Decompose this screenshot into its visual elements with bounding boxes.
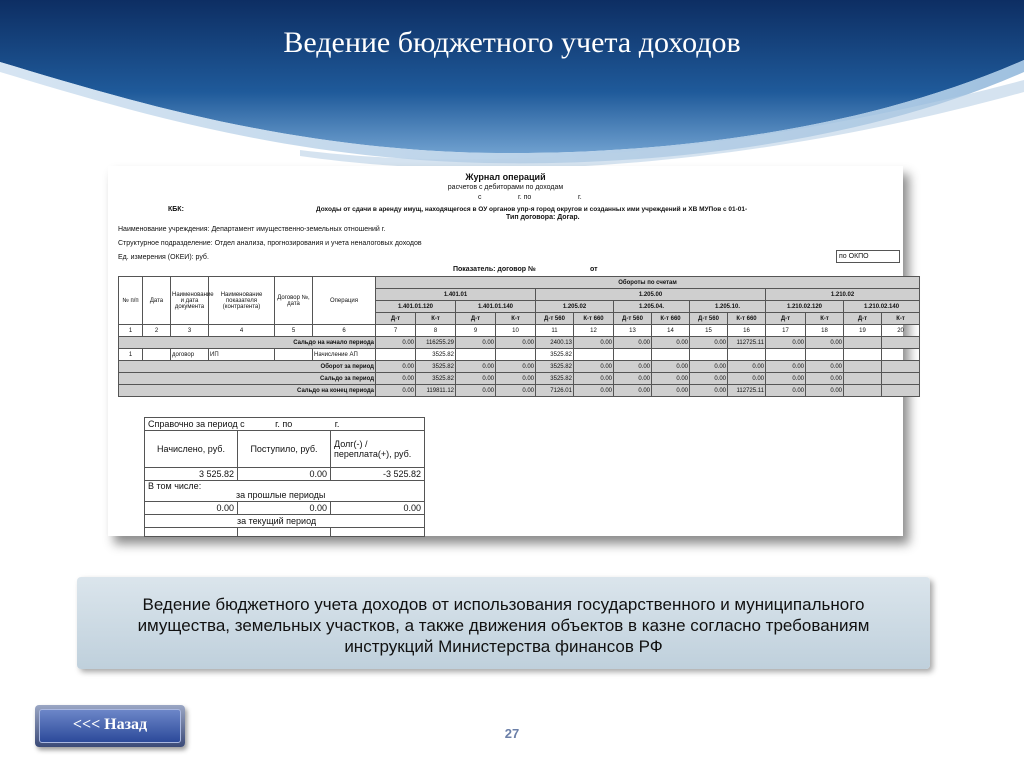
back-button-label[interactable]: <<< Назад (39, 709, 181, 743)
col-number: 9 (456, 325, 496, 337)
dk-header: К-т (496, 313, 536, 325)
summary-accrued-value: 3 525.82 (145, 468, 238, 481)
cell-value: 0.00 (728, 361, 766, 373)
cell-value: 0.00 (614, 337, 652, 349)
cell-value: 0.00 (690, 385, 728, 397)
sub-account: 1.401.01.120 (376, 301, 456, 313)
summary-title-mid: г. по (275, 419, 293, 429)
dk-header: Д-т (456, 313, 496, 325)
cell-value: 0.00 (614, 373, 652, 385)
cell-value: 0.00 (456, 361, 496, 373)
cell-value: 0.00 (574, 385, 614, 397)
col-number: 6 (313, 325, 376, 337)
col-number: 14 (652, 325, 690, 337)
cell-value: 0.00 (456, 373, 496, 385)
journal-heading: Журнал операций (465, 172, 546, 182)
dk-header: К-т 660 (728, 313, 766, 325)
cell-value: 3525.82 (416, 373, 456, 385)
summary-current-label: за текущий период (145, 515, 425, 528)
cell-value: 0.00 (806, 361, 844, 373)
cell-value: 3525.82 (536, 361, 574, 373)
row-operation: Начисление АП (313, 349, 376, 361)
turnover-header: Обороты по счетам (376, 277, 920, 289)
summary-including-row (145, 481, 425, 502)
summary-title-end: г. (334, 419, 340, 429)
column-numbers-row (119, 325, 920, 337)
slide-header (0, 0, 1024, 170)
description-box (77, 577, 930, 669)
summary-past-accrued: 0.00 (145, 502, 238, 515)
col-number: 1 (119, 325, 143, 337)
col-number: 11 (536, 325, 574, 337)
cell-value: 0.00 (652, 385, 690, 397)
cell-value: 0.00 (376, 337, 416, 349)
period-end: г. (578, 194, 582, 201)
dk-header: Д-т (766, 313, 806, 325)
summary-past-received: 0.00 (238, 502, 331, 515)
page-number: 27 (504, 726, 520, 741)
dk-header: К-т 660 (574, 313, 614, 325)
row-document: договор (171, 349, 209, 361)
indicator-label: Показатель: договор № (453, 266, 536, 273)
row-counterparty: ИП (209, 349, 275, 361)
contract-type: Тип договора: Догар. (506, 214, 580, 221)
summary-title-row (145, 418, 425, 431)
col-number: 19 (844, 325, 882, 337)
okpo-box: по ОКПО (836, 250, 900, 263)
sub-account: 1.210.02.120 (766, 301, 844, 313)
summary-header-row (145, 431, 425, 468)
cell-value: 0.00 (766, 373, 806, 385)
row-label: Сальдо на начало периода (119, 337, 376, 349)
dk-header: Д-т 560 (614, 313, 652, 325)
cell-value: 0.00 (376, 373, 416, 385)
cell-value: 0.00 (496, 337, 536, 349)
group-1401: 1.401.01 (376, 289, 536, 301)
journal-subheading: расчетов с дебиторами по доходам (447, 184, 564, 191)
summary-values-row (145, 468, 425, 481)
cell-value: 0.00 (652, 361, 690, 373)
col-number: 3 (171, 325, 209, 337)
dk-header: Д-т (844, 313, 882, 325)
cell-value: 0.00 (652, 373, 690, 385)
cell-value: 3525.82 (536, 373, 574, 385)
col-number: 13 (614, 325, 652, 337)
cell-value: 116255.29 (416, 337, 456, 349)
summary-col-accrued: Начислено, руб. (145, 431, 238, 468)
indicator-from: от (590, 266, 598, 273)
cell-value: 3525.82 (536, 349, 574, 361)
summary-col-received: Поступило, руб. (238, 431, 331, 468)
back-button[interactable] (35, 705, 185, 747)
cell-value: 0.00 (806, 337, 844, 349)
cell-value: 0.00 (376, 361, 416, 373)
col-number: 18 (806, 325, 844, 337)
col-number: 4 (209, 325, 275, 337)
col-number: 15 (690, 325, 728, 337)
cell-value: 0.00 (690, 373, 728, 385)
cell-value: 112725.11 (728, 385, 766, 397)
summary-including-label: В том числе: (148, 481, 202, 491)
cell-value: 0.00 (690, 337, 728, 349)
cell-value: 0.00 (496, 385, 536, 397)
row-number: 1 (119, 349, 143, 361)
dk-header: Д-т 560 (690, 313, 728, 325)
col-np: № п/п (119, 277, 143, 325)
dk-header: К-т (806, 313, 844, 325)
cell-value: 7126.01 (536, 385, 574, 397)
col-number: 7 (376, 325, 416, 337)
unit-of-measure: Ед. измерения (ОКЕИ): руб. (118, 254, 209, 261)
cell-value: 0.00 (614, 385, 652, 397)
header-row-1 (119, 277, 920, 289)
dk-header: К-т (882, 313, 920, 325)
cell-value: 3525.82 (416, 349, 456, 361)
cell-value: 0.00 (806, 385, 844, 397)
summary-debt-value: -3 525.82 (331, 468, 425, 481)
cell-value: 0.00 (456, 385, 496, 397)
opening-balance-row (119, 337, 920, 349)
cell-value: 0.00 (766, 385, 806, 397)
summary-past-values-row (145, 502, 425, 515)
division-name: Структурное подразделение: Отдел анализа, прогнозирования и учета неналоговых доходов (118, 240, 422, 247)
sub-account: 1.210.02.140 (844, 301, 920, 313)
cell-value: 0.00 (376, 385, 416, 397)
cell-value: 119811.12 (416, 385, 456, 397)
cell-value: 0.00 (690, 361, 728, 373)
sub-account: 1.205.04. (614, 301, 690, 313)
period-from: с (478, 194, 482, 201)
table-row (119, 349, 920, 361)
col-number: 16 (728, 325, 766, 337)
cell-value: 0.00 (574, 373, 614, 385)
institution-name: Наименование учреждения: Департамент имущественно-земельных отношений г. (118, 226, 386, 233)
col-contract: Договор №, дата (275, 277, 313, 325)
slide-title: Ведение бюджетного учета доходов (283, 26, 741, 59)
col-number: 20 (882, 325, 920, 337)
cell-value: 0.00 (652, 337, 690, 349)
journal-table (118, 276, 920, 397)
cell-value: 0.00 (574, 337, 614, 349)
cell-value: 0.00 (574, 361, 614, 373)
sub-account: 1.205.02 (536, 301, 614, 313)
cell-value: 2400.13 (536, 337, 574, 349)
col-number: 10 (496, 325, 536, 337)
sub-account: 1.401.01.140 (456, 301, 536, 313)
summary-current-row (145, 515, 425, 528)
row-label: Оборот за период (119, 361, 376, 373)
operations-journal-screenshot (108, 166, 903, 536)
row-label: Сальдо за период (119, 373, 376, 385)
col-number: 17 (766, 325, 806, 337)
period-balance-row (119, 373, 920, 385)
cell-value: 112725.11 (728, 337, 766, 349)
closing-balance-row (119, 385, 920, 397)
col-number: 5 (275, 325, 313, 337)
group-1205: 1.205.00 (536, 289, 766, 301)
kbk-value: Доходы от сдачи в аренду имущ, находящегося в ОУ органов упр-я город округов и созданных ими учреждений и ХВ МУПов с 01-01- (316, 206, 748, 213)
description-text: Ведение бюджетного учета доходов от использования государственного и муниципального имущества, земельных участков, а также движения объектов в казне согласно требованиям инструкций Министерства финансов РФ (137, 595, 870, 656)
group-1210: 1.210.02 (766, 289, 920, 301)
col-number: 12 (574, 325, 614, 337)
summary-past-label: за прошлые периоды (236, 490, 326, 500)
summary-past-debt: 0.00 (331, 502, 425, 515)
cell-value: 0.00 (614, 361, 652, 373)
cell-value: 0.00 (806, 373, 844, 385)
col-docname: Наименование и дата документа (171, 277, 209, 325)
summary-col-debt: Долг(-) /переплата(+), руб. (331, 431, 425, 468)
col-number: 2 (143, 325, 171, 337)
col-number: 8 (416, 325, 456, 337)
dk-header: Д-т 560 (536, 313, 574, 325)
cell-value: 0.00 (728, 373, 766, 385)
kbk-label: КБК: (168, 206, 184, 213)
cell-value: 0.00 (496, 373, 536, 385)
turnover-row (119, 361, 920, 373)
col-date: Дата (143, 277, 171, 325)
sub-account: 1.205.10. (690, 301, 766, 313)
summary-title: Справочно за период с (148, 419, 245, 429)
cell-value: 0.00 (496, 361, 536, 373)
period-to: г. по (518, 194, 532, 201)
col-operation: Операция (313, 277, 376, 325)
dk-header: К-т (416, 313, 456, 325)
summary-table (144, 417, 425, 537)
dk-header: Д-т (376, 313, 416, 325)
cell-value: 3525.82 (416, 361, 456, 373)
dk-header: К-т 660 (652, 313, 690, 325)
row-label: Сальдо на конец периода (119, 385, 376, 397)
cell-value: 0.00 (456, 337, 496, 349)
col-indicator: Наименование показателя (контрагента) (209, 277, 275, 325)
cell-value: 0.00 (766, 361, 806, 373)
summary-received-value: 0.00 (238, 468, 331, 481)
cell-value: 0.00 (766, 337, 806, 349)
